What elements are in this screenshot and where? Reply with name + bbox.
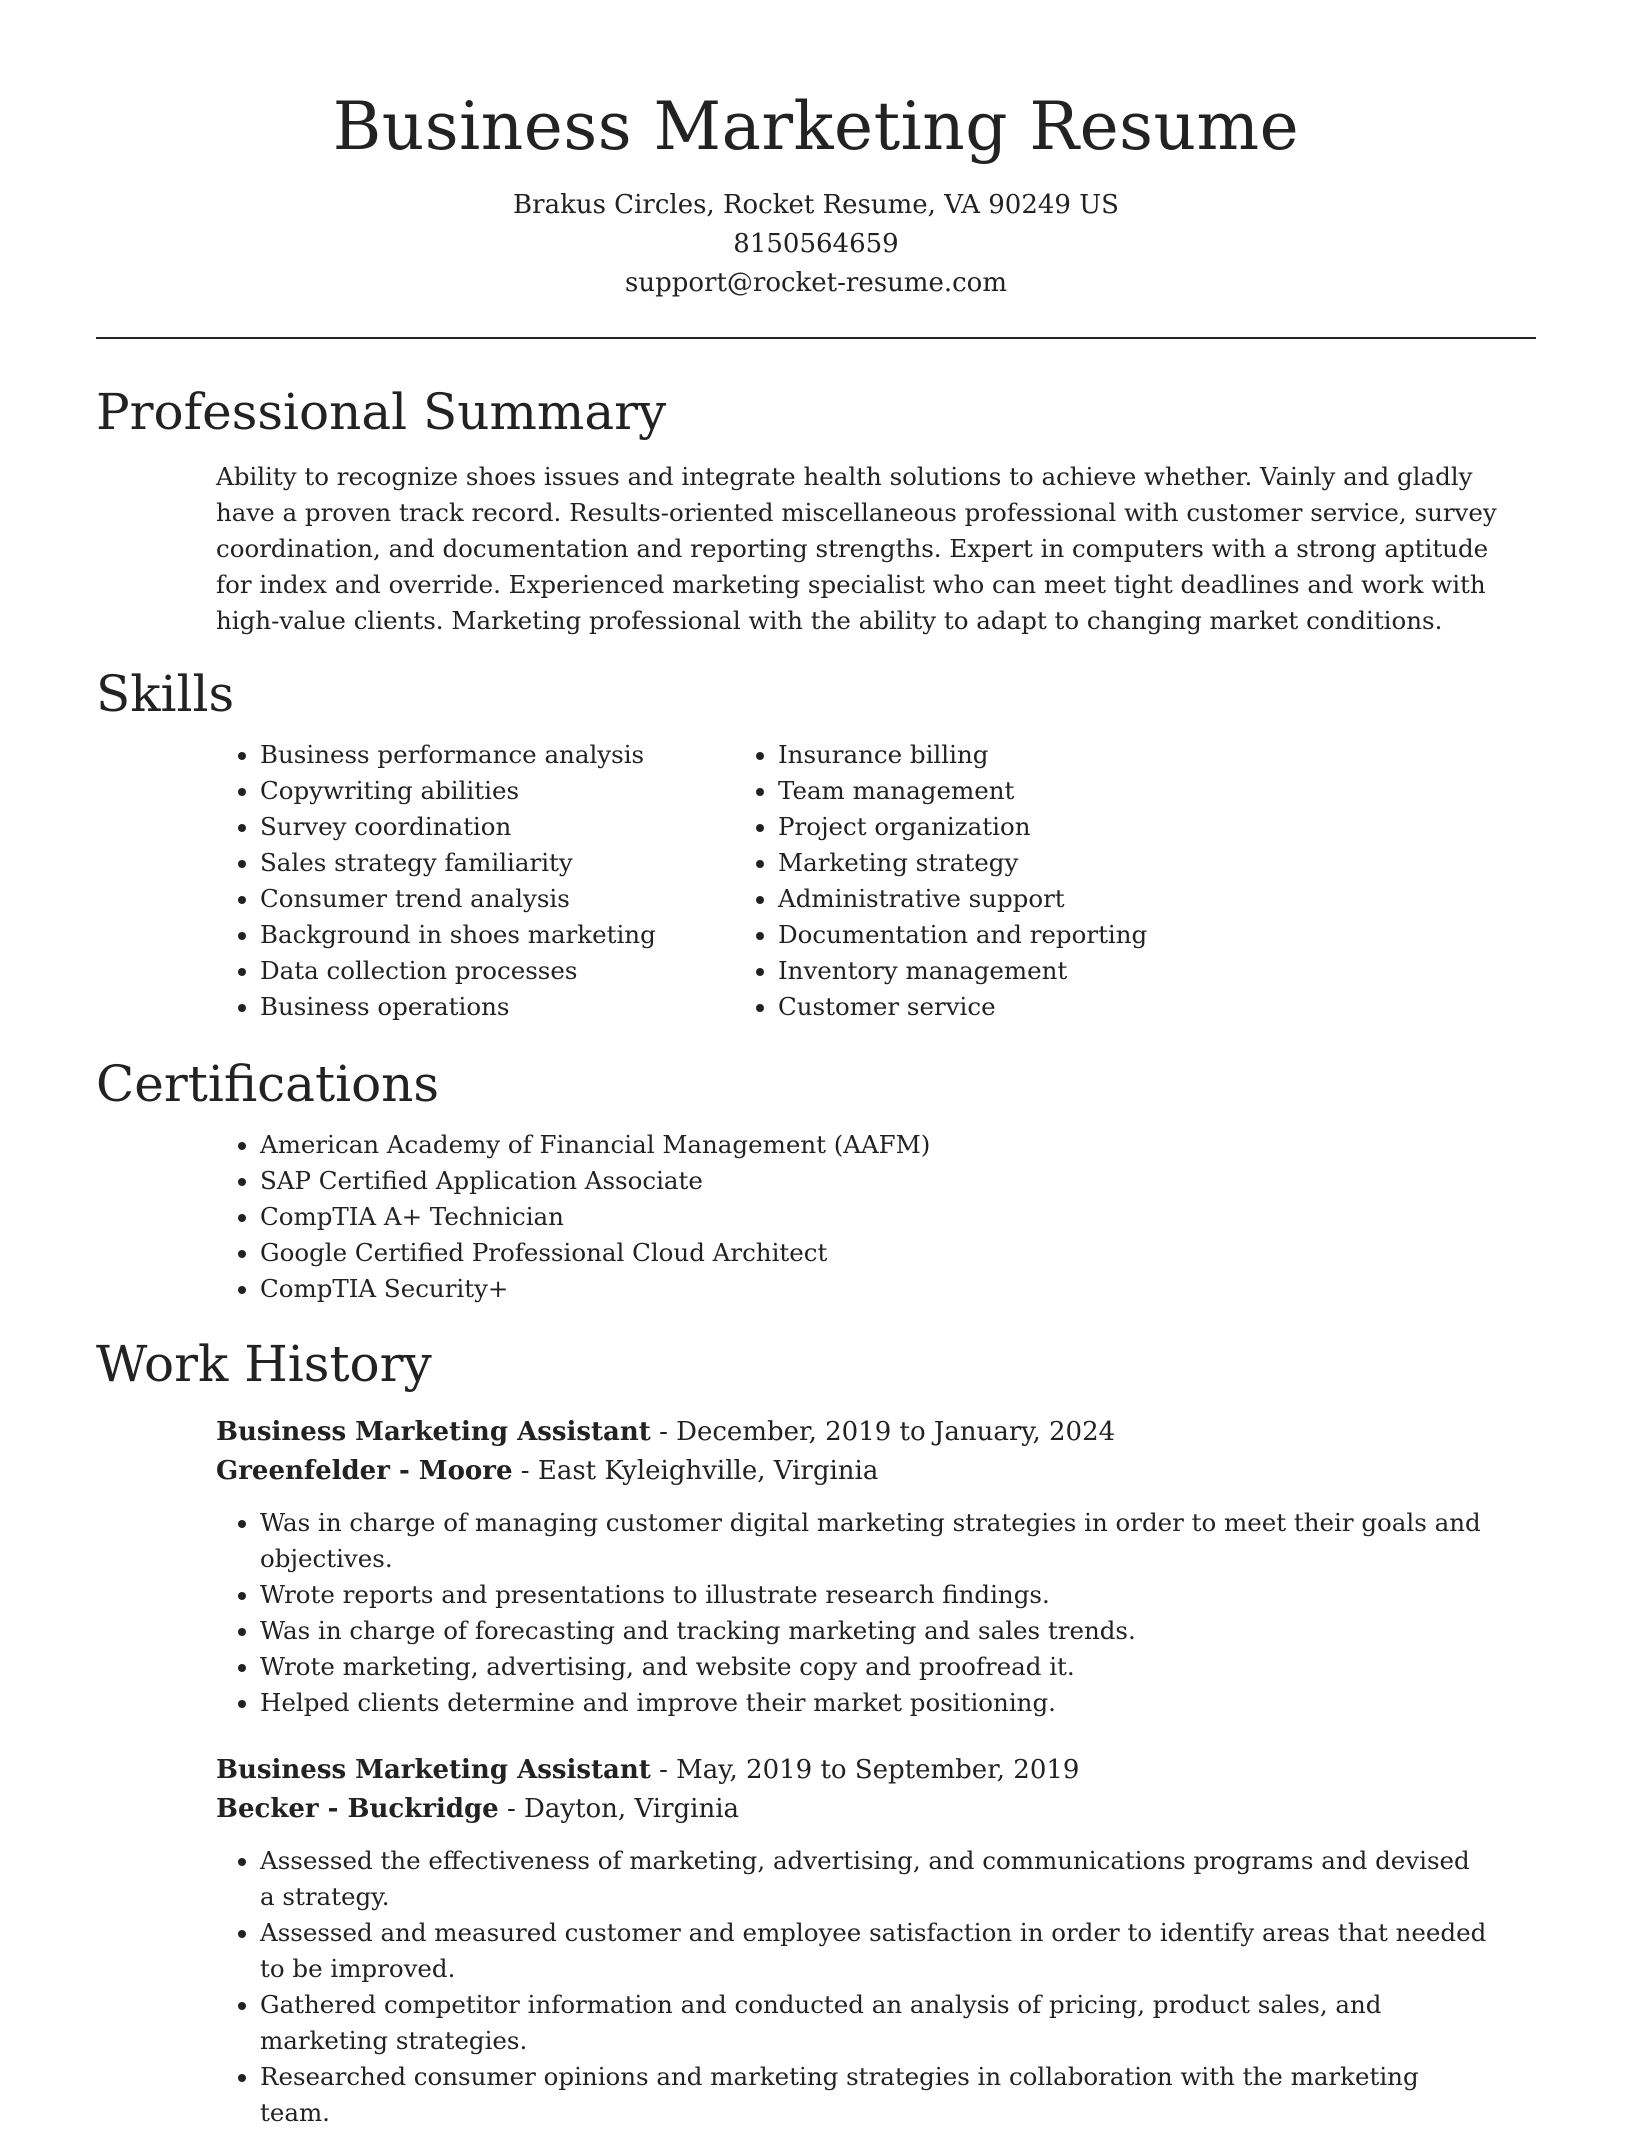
job-company-line: Becker - Buckridge - Dayton, Virginia xyxy=(216,1794,740,1824)
work-history-section xyxy=(96,1329,1536,2131)
job-duty-item: • Wrote reports and presentations to illustrate research findings. xyxy=(260,1577,1490,1613)
certifications-list-wrap xyxy=(96,1127,1536,1307)
skill-item: • Administrative support xyxy=(778,881,1147,917)
job-title: Business Marketing Assistant xyxy=(216,1417,651,1447)
skill-item: • Inventory management xyxy=(778,953,1147,989)
skill-item: • Sales strategy familiarity xyxy=(260,845,746,881)
job-location: East Kyleighville, Virginia xyxy=(537,1456,879,1486)
skill-item: • Survey coordination xyxy=(260,809,746,845)
certification-item: • CompTIA A+ Technician xyxy=(260,1199,1536,1235)
skills-columns xyxy=(96,737,1536,1025)
job-duties xyxy=(216,1843,1536,2131)
skill-item: • Team management xyxy=(778,773,1147,809)
header-divider xyxy=(96,337,1536,339)
job-duty-item: • Was in charge of managing customer digital marketing strategies in order to meet their goals and objectives. xyxy=(260,1505,1490,1577)
skill-item: • Data collection processes xyxy=(260,953,746,989)
certification-item: • SAP Certified Application Associate xyxy=(260,1163,1536,1199)
skill-item: • Project organization xyxy=(778,809,1147,845)
job-duty-item: • Wrote marketing, advertising, and website copy and proofread it. xyxy=(260,1649,1490,1685)
job-duty-item: • Assessed the effectiveness of marketing, advertising, and communications programs and devised a strategy. xyxy=(260,1843,1490,1915)
certification-item: • CompTIA Security+ xyxy=(260,1271,1536,1307)
resume-page xyxy=(96,0,1536,2131)
job-duty-item: • Was in charge of forecasting and tracking marketing and sales trends. xyxy=(260,1613,1490,1649)
job-duties-list xyxy=(216,1505,1490,1721)
contact-block xyxy=(96,186,1536,303)
contact-email: support@rocket-resume.com xyxy=(624,268,1007,298)
skills-column-right xyxy=(746,737,1147,1025)
job-entry xyxy=(216,1751,1536,2131)
skills-section xyxy=(96,659,1536,1025)
job-entry xyxy=(216,1413,1536,1721)
certifications-list xyxy=(96,1127,1536,1307)
skills-list-left xyxy=(96,737,746,1025)
skill-item: • Background in shoes marketing xyxy=(260,917,746,953)
certification-item: • Google Certified Professional Cloud Architect xyxy=(260,1235,1536,1271)
job-title-line: Business Marketing Assistant - December, 2019 to January, 2024 xyxy=(216,1417,1116,1447)
certifications-section xyxy=(96,1049,1536,1307)
skills-column-left xyxy=(96,737,746,1025)
job-company: Greenfelder - Moore xyxy=(216,1456,513,1486)
job-location: Dayton, Virginia xyxy=(524,1794,740,1824)
skill-item: • Business performance analysis xyxy=(260,737,746,773)
skill-item: • Copywriting abilities xyxy=(260,773,746,809)
skill-item: • Consumer trend analysis xyxy=(260,881,746,917)
summary-heading: Professional Summary xyxy=(96,383,667,441)
job-duty-item: • Assessed and measured customer and employee satisfaction in order to identify areas that needed to be improved. xyxy=(260,1915,1490,1987)
skills-list-right xyxy=(746,737,1147,1025)
work-history-heading: Work History xyxy=(96,1335,432,1393)
job-title: Business Marketing Assistant xyxy=(216,1755,651,1785)
job-duty-item: • Researched consumer opinions and marketing strategies in collaboration with the marketing team. xyxy=(260,2059,1490,2131)
summary-text: Ability to recognize shoes issues and integrate health solutions to achieve whether. Vainly and gladly have a proven track record. Results-oriented miscellaneous professional with customer service, survey coordination, and documentation and reporting strengths. Expert in computers with a strong aptitude for index and override. Experienced marketing specialist who can meet tight deadlines and work with high-value clients. Marketing professional with the ability to adapt to changing market conditions. xyxy=(216,462,1497,635)
job-company-line: Greenfelder - Moore - East Kyleighville, Virginia xyxy=(216,1456,879,1486)
job-company: Becker - Buckridge xyxy=(216,1794,499,1824)
skill-item: • Documentation and reporting xyxy=(778,917,1147,953)
job-duty-item: • Gathered competitor information and conducted an analysis of pricing, product sales, and marketing strategies. xyxy=(260,1987,1490,2059)
job-duty-item: • Helped clients determine and improve their market positioning. xyxy=(260,1685,1490,1721)
summary-section xyxy=(96,377,1536,639)
job-duties xyxy=(216,1505,1536,1721)
skill-item: • Marketing strategy xyxy=(778,845,1147,881)
certifications-heading: Certifications xyxy=(96,1055,440,1113)
certification-item: • American Academy of Financial Management (AAFM) xyxy=(260,1127,1536,1163)
skill-item: • Business operations xyxy=(260,989,746,1025)
contact-phone: 8150564659 xyxy=(733,229,899,259)
skill-item: • Insurance billing xyxy=(778,737,1147,773)
skill-item: • Customer service xyxy=(778,989,1147,1025)
job-duties-list xyxy=(216,1843,1490,2131)
resume-title: Business Marketing Resume xyxy=(332,88,1300,165)
contact-address: Brakus Circles, Rocket Resume, VA 90249 US xyxy=(513,190,1119,220)
job-dates: December, 2019 to January, 2024 xyxy=(676,1417,1116,1447)
resume-header xyxy=(96,0,1536,303)
job-title-line: Business Marketing Assistant - May, 2019 to September, 2019 xyxy=(216,1755,1080,1785)
job-dates: May, 2019 to September, 2019 xyxy=(676,1755,1080,1785)
skills-heading: Skills xyxy=(96,665,235,723)
